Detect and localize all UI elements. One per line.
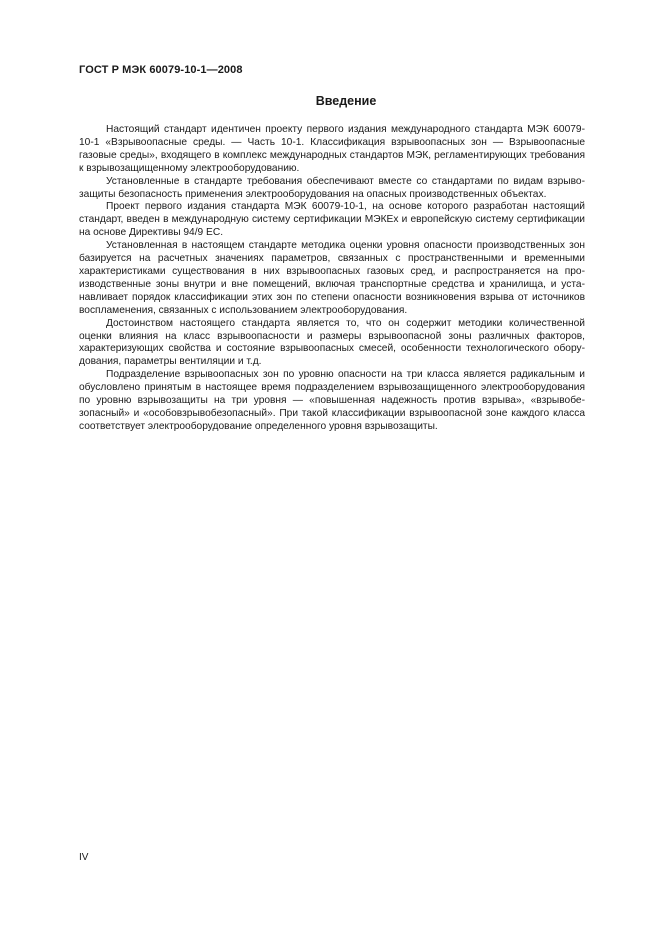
section-title: Введение	[315, 94, 377, 108]
paragraph-3: Проект первого издания стандарта МЭК 60079-10-1, на основе которого разработан настоящий стандарт, введен в международную систему сертификации МЭКЕх и европейскую систему сертификации на основе Директивы 94/9 ЕС.	[79, 201, 585, 239]
standard-id-header: ГОСТ Р МЭК 60079-10-1—2008	[79, 64, 243, 76]
introduction-body	[79, 124, 585, 434]
paragraph-6: Подразделение взрывоопасных зон по уровню опасности на три класса является радикальным и обусловлено принятым в настоящее время подразделением взрывозащищенного электрооборудования по уровню взрывозащиты на три уровня — «повышенная надежность против взрыва», «взрывобезопасный» и «особовзрывобезопасный». При такой классификации взрывоопасной зоне каждого класса соответствует электрооборудование определенного уровня взрывозащиты.	[79, 369, 585, 432]
paragraph-1: Настоящий стандарт идентичен проекту первого издания международного стандарта МЭК 60079-10-1 «Взрывоопасные среды. — Часть 10-1. Классификация взрывоопасных зон — Взрывоопасные газовые среды», входящего в комплекс международных стандартов МЭК, регламентирующих требования к взрывозащищенному электрооборудованию.	[79, 124, 585, 174]
page-number: IV	[79, 852, 89, 863]
paragraph-4: Установленная в настоящем стандарте методика оценки уровня опасности производственных зон базируется на расчетных значениях параметров, связанных с пространственными и временными характеристиками существования в них взрывоопасных газовых сред, и распространяется на производственные зоны внутри и вне помещений, включая транспортные средства и хранилища, и устанавливает порядок классификации этих зон по степени опасности возникновения взрыва от источников воспламенения, связанных с использованием электрооборудования.	[79, 240, 585, 316]
paragraph-5: Достоинством настоящего стандарта является то, что он содержит методики количественной оценки влияния на класс взрывоопасности и размеры взрывоопасной зоны различных факторов, характеризующих свойства и состояние взрывоопасных смесей, особенности технологического оборудования, параметры вентиляции и т.д.	[79, 317, 585, 368]
paragraph-2: Установленные в стандарте требования обеспечивают вместе со стандартами по видам взрывозащиты безопасность применения электрооборудования на опасных производственных объектах.	[79, 175, 585, 200]
